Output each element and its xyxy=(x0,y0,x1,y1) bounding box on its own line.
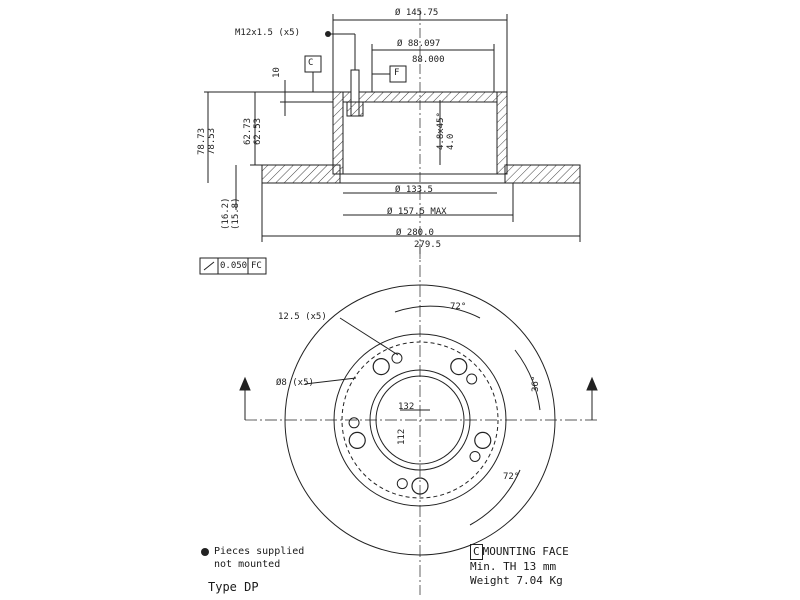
datum-c: C xyxy=(308,58,314,68)
pieces-line-1: Pieces supplied xyxy=(214,546,305,557)
bolt-hole xyxy=(451,359,467,375)
weight: Weight 7.04 Kg xyxy=(470,573,563,587)
hat-wall-right xyxy=(497,92,507,174)
pieces-note xyxy=(214,546,304,571)
small-hole xyxy=(397,479,407,489)
mounting-face-note xyxy=(470,544,569,587)
thickness-2-label: (15.8) xyxy=(231,197,241,230)
angle-2-label: 36° xyxy=(531,375,541,392)
flange-right xyxy=(505,165,580,183)
small-holes xyxy=(349,353,480,488)
thread-dot-icon xyxy=(325,31,331,37)
chamfer-2-label: 4.0 xyxy=(446,133,456,150)
tolerance-ref: FC xyxy=(251,261,262,271)
mounting-label: MOUNTING FACE xyxy=(482,545,569,558)
hub-dia-2-label: 88.000 xyxy=(412,55,445,65)
mounting-line xyxy=(470,544,569,560)
max-dia-label: Ø 157.5 MAX xyxy=(387,207,447,217)
angle-1-label: 72° xyxy=(450,302,467,312)
thickness-1-label: (16.2) xyxy=(221,197,231,230)
thread-label: M12x1.5 (x5) xyxy=(235,28,301,38)
mounting-ref: C xyxy=(470,544,483,560)
height-1-label: 78.73 xyxy=(197,127,207,155)
front-view xyxy=(240,245,600,595)
pcd-2-label: 112 xyxy=(397,428,407,445)
type-label: Type DP xyxy=(208,580,259,594)
holes-label: 12.5 (x5) xyxy=(278,312,327,322)
hat-wall-left xyxy=(333,92,343,174)
pieces-dot-icon xyxy=(201,548,209,556)
pieces-line-2: not mounted xyxy=(214,558,281,570)
outer-dia-label: Ø 145.75 xyxy=(395,8,439,18)
ten-label: 10 xyxy=(272,67,282,78)
height-2-label: 78.53 xyxy=(207,127,217,155)
chamfer-1-label: 4.8x45° xyxy=(436,112,446,150)
small-hole xyxy=(467,374,477,384)
bolt-hole xyxy=(475,432,491,448)
small-hole xyxy=(470,451,480,461)
bolt-hole xyxy=(373,359,389,375)
hub-h-2-label: 62.53 xyxy=(253,117,263,145)
flange-left xyxy=(262,165,340,183)
bullet-marker xyxy=(201,28,331,556)
datum-f: F xyxy=(394,68,400,78)
tolerance-value: 0.050 xyxy=(220,261,248,271)
inner-dia-label: Ø 133.5 xyxy=(395,185,433,195)
angle-3-label: 72° xyxy=(503,472,520,482)
pcd-1-label: 132 xyxy=(398,402,415,412)
hub-h-1-label: 62.73 xyxy=(243,117,253,145)
min-thickness: Min. TH 13 mm xyxy=(470,559,557,573)
small-hole xyxy=(349,418,359,428)
hub-dia-1-label: Ø 88.097 xyxy=(397,39,441,49)
bolt-hole xyxy=(349,432,365,448)
disc-dia-2-label: 279.5 xyxy=(414,240,442,250)
disc-dia-1-label: Ø 280.0 xyxy=(396,228,434,238)
dia-holes-label: Ø8 (x5) xyxy=(276,378,314,388)
